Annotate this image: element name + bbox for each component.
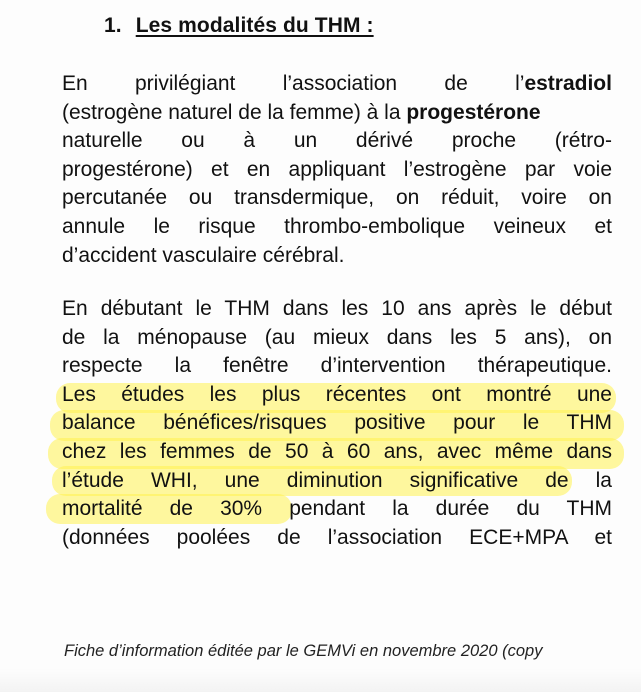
paragraph-1 bbox=[62, 70, 612, 270]
paragraph-1-line-4: progestérone) et en appliquant l’estrogène par voie bbox=[62, 157, 612, 181]
paragraph-1-line-5: percutanée ou transdermique, on réduit, voire on bbox=[62, 186, 612, 210]
paragraph-2-line-7: l’étude WHI, une diminution significative de la bbox=[62, 468, 612, 492]
paragraph-2-line-5: balance bénéfices/risques positive pour le THM bbox=[62, 411, 612, 435]
paragraph-2-line-2: de la ménopause (au mieux dans les 5 ans), on bbox=[62, 325, 612, 349]
paragraph-1-line-3: naturelle ou à un dérivé proche (rétro- bbox=[62, 129, 612, 153]
page-bottom-shadow bbox=[0, 668, 641, 692]
paragraph-2-line-9: (données poolées de l’association ECE+MPA et bbox=[62, 525, 612, 549]
section-number: 1. bbox=[104, 14, 122, 37]
bold-term-estradiol: estradiol bbox=[524, 72, 612, 95]
paragraph-1-line-1: En privilégiant l’association de l’estradiol bbox=[62, 72, 612, 95]
paragraph-2-line-8: mortalité de 30% pendant la durée du THM bbox=[62, 497, 612, 521]
paragraph-1-line-2: (estrogène naturel de la femme) à la progestérone bbox=[62, 100, 541, 124]
paragraph-2-line-1: En débutant le THM dans les 10 ans après le début bbox=[62, 297, 612, 320]
footer-note: Fiche d’information éditée par le GEMVi en novembre 2020 (copy bbox=[64, 642, 543, 660]
bold-term-progesterone: progestérone bbox=[406, 100, 541, 124]
paragraph-1-line-7: d’accident vasculaire cérébral. bbox=[62, 243, 345, 267]
section-heading bbox=[104, 14, 374, 38]
paragraph-2-line-6: chez les femmes de 50 à 60 ans, avec même dans bbox=[62, 439, 612, 463]
paragraph-1-line-6: annule le risque thrombo-embolique veineux et bbox=[62, 214, 612, 238]
paragraph-2-line-4: Les études les plus récentes ont montré une bbox=[62, 382, 612, 406]
section-title: Les modalités du THM : bbox=[135, 14, 374, 37]
paragraph-2-line-3: respecte la fenêtre d’intervention thérapeutique. bbox=[62, 354, 612, 378]
paragraph-2 bbox=[62, 295, 612, 552]
